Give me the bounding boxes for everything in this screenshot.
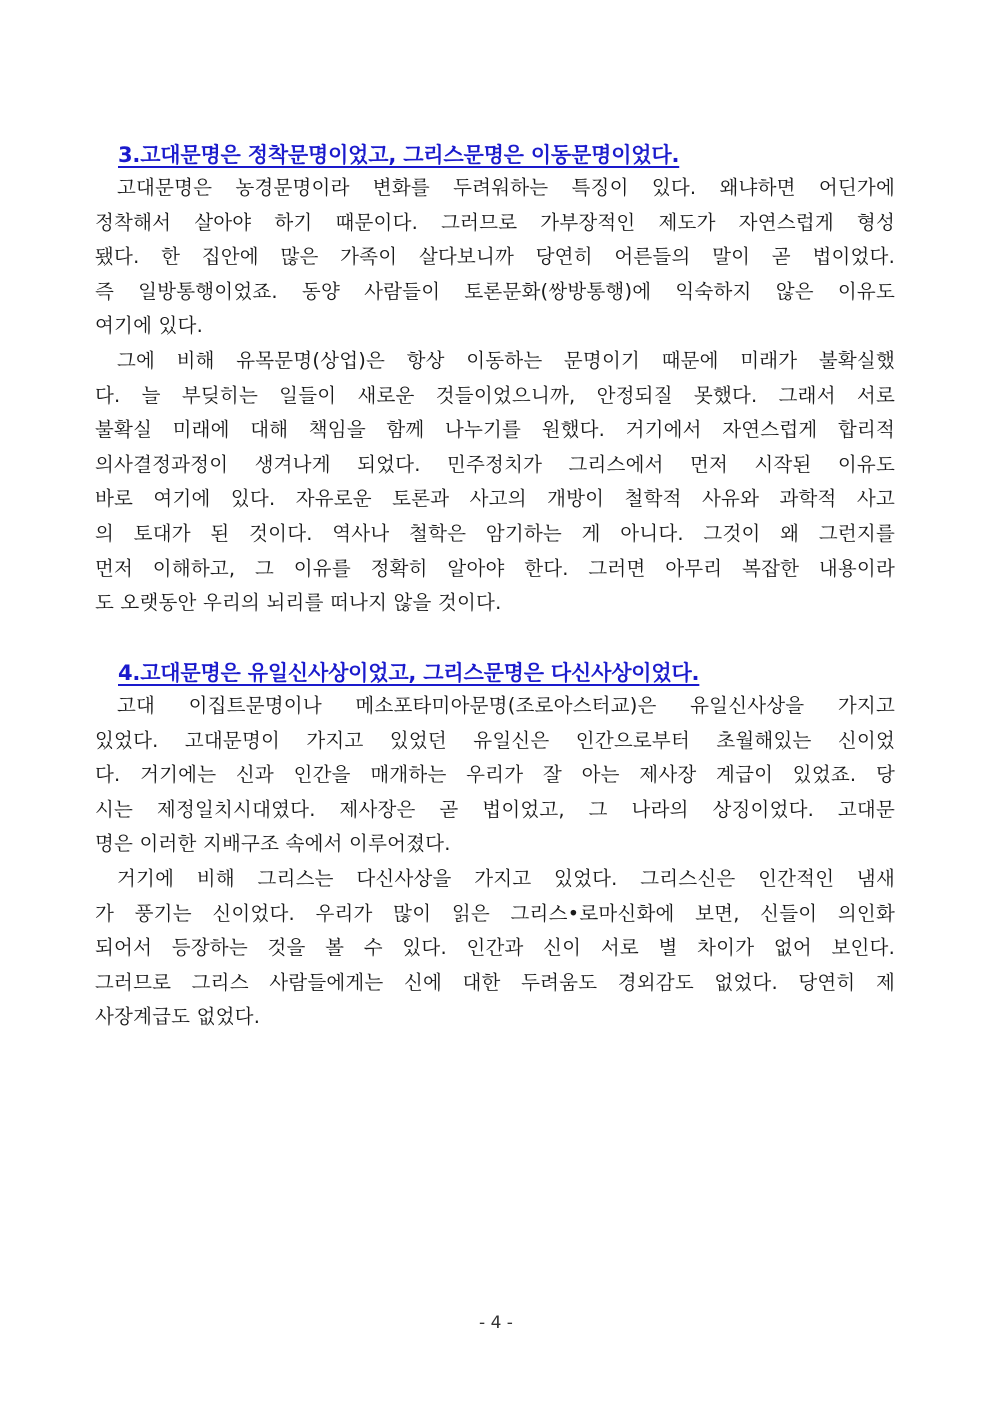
paragraph-line: 되어서 등장하는 것을 볼 수 있다. 인간과 신이 서로 별 차이가 없어 보인다. — [95, 936, 895, 960]
paragraph-line: 불확실 미래에 대해 책임을 함께 나누기를 원했다. 거기에서 자연스럽게 합리적 — [95, 418, 895, 442]
paragraph-line: 의사결정과정이 생겨나게 되었다. 민주정치가 그리스에서 먼저 시작된 이유도 — [95, 452, 895, 476]
paragraph-line: 의 토대가 된 것이다. 역사나 철학은 암기하는 게 아니다. 그것이 왜 그런지를 — [95, 521, 895, 545]
section-3-heading: 3.고대문명은 정착문명이었고, 그리스문명은 이동문명이었다. — [118, 143, 680, 167]
paragraph-line: 시는 제정일치시대였다. 제사장은 곧 법이었고, 그 나라의 상징이었다. 고대문 — [95, 797, 895, 821]
paragraph-line: 있었다. 고대문명이 가지고 있었던 유일신은 인간으로부터 초월해있는 신이었 — [95, 728, 895, 752]
paragraph-line: 사장계급도 없었다. — [95, 1005, 261, 1029]
paragraph-line: 도 오랫동안 우리의 뇌리를 떠나지 않을 것이다. — [95, 591, 502, 615]
paragraph-line: 그러므로 그리스 사람들에게는 신에 대한 두려움도 경외감도 없었다. 당연히 제 — [95, 970, 895, 994]
paragraph-line: 됐다. 한 집안에 많은 가족이 살다보니까 당연히 어른들의 말이 곧 법이었다. — [95, 245, 895, 269]
paragraph-line: 먼저 이해하고, 그 이유를 정확히 알아야 한다. 그러면 아무리 복잡한 내용이라 — [95, 556, 895, 580]
page-number: - 4 - — [479, 1313, 513, 1333]
paragraph-line: 정착해서 살아야 하기 때문이다. 그러므로 가부장적인 제도가 자연스럽게 형성 — [95, 210, 895, 234]
paragraph-line: 즉 일방통행이었죠. 동양 사람들이 토론문화(쌍방통행)에 익숙하지 않은 이유도 — [95, 279, 895, 303]
section-4-heading: 4.고대문명은 유일신사상이었고, 그리스문명은 다신사상이었다. — [118, 661, 700, 685]
paragraph-line: 여기에 있다. — [95, 314, 203, 338]
paragraph-line: 바로 여기에 있다. 자유로운 토론과 사고의 개방이 철학적 사유와 과학적 사고 — [95, 487, 895, 511]
paragraph-line: 다. 늘 부딪히는 일들이 새로운 것들이었으니까, 안정되질 못했다. 그래서 서로 — [95, 383, 895, 407]
section-4-body — [95, 689, 895, 1035]
paragraph-line: 명은 이러한 지배구조 속에서 이루어졌다. — [95, 832, 451, 856]
paragraph-line: 그에 비해 유목문명(상업)은 항상 이동하는 문명이기 때문에 미래가 불확실했 — [117, 348, 895, 372]
paragraph-line: 고대문명은 농경문명이라 변화를 두려워하는 특징이 있다. 왜냐하면 어딘가에 — [117, 176, 895, 199]
paragraph-line: 거기에 비해 그리스는 다신사상을 가지고 있었다. 그리스신은 인간적인 냄새 — [117, 866, 895, 890]
section-3-body — [95, 171, 895, 621]
paragraph-line: 다. 거기에는 신과 인간을 매개하는 우리가 잘 아는 제사장 계급이 있었죠. 당 — [95, 763, 895, 787]
paragraph-line: 가 풍기는 신이었다. 우리가 많이 읽은 그리스•로마신화에 보면, 신들이 의인화 — [95, 901, 895, 925]
paragraph-line: 고대 이집트문명이나 메소포타미아문명(조로아스터교)은 유일신사상을 가지고 — [117, 694, 895, 717]
